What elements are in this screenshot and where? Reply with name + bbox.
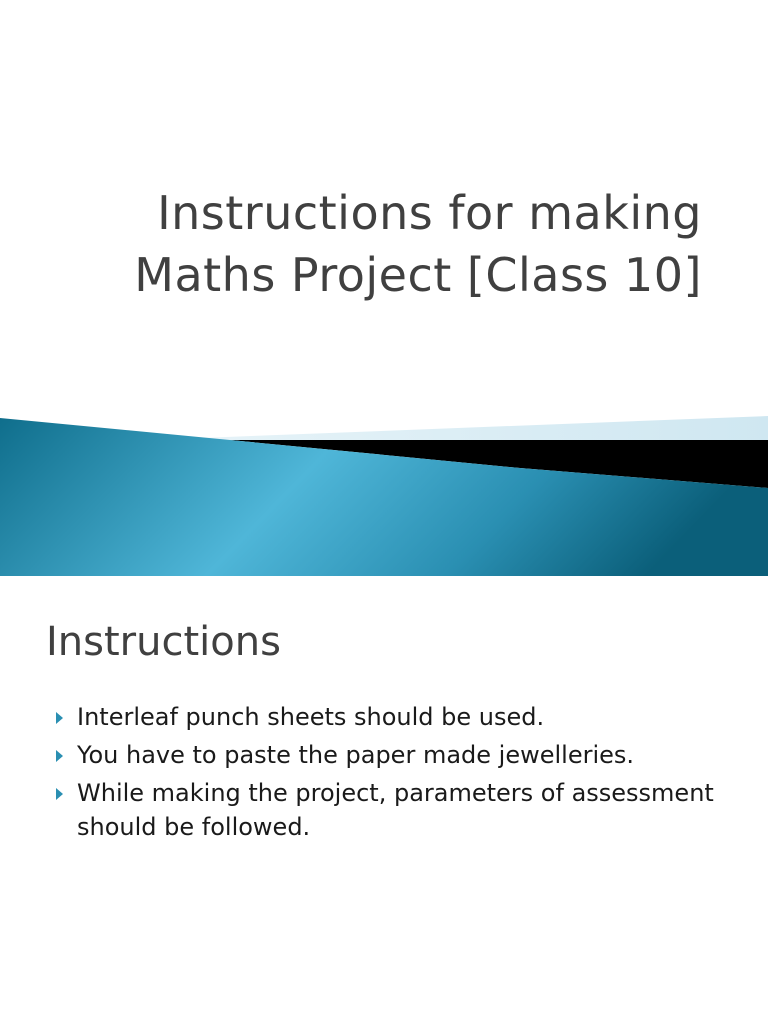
triangle-bullet-icon — [56, 788, 63, 800]
list-item — [52, 738, 742, 772]
triangle-bullet-icon — [56, 750, 63, 762]
list-item — [52, 700, 742, 734]
title-line-2: Maths Project [Class 10] — [134, 248, 702, 302]
list-item — [52, 776, 742, 844]
content-heading: Instructions — [46, 619, 281, 665]
triangle-bullet-icon — [56, 712, 63, 724]
bullet-text: While making the project, parameters of assessment should be followed. — [77, 779, 714, 841]
decorative-wave-banner — [0, 410, 768, 576]
bullet-list — [52, 700, 742, 848]
title-line-1: Instructions for making — [157, 186, 702, 240]
slide-title — [62, 182, 702, 306]
wave-pale-band — [200, 416, 768, 440]
content-slide — [0, 576, 768, 1024]
bullet-text: Interleaf punch sheets should be used. — [77, 703, 545, 731]
bullet-text: You have to paste the paper made jewelleries. — [77, 741, 635, 769]
